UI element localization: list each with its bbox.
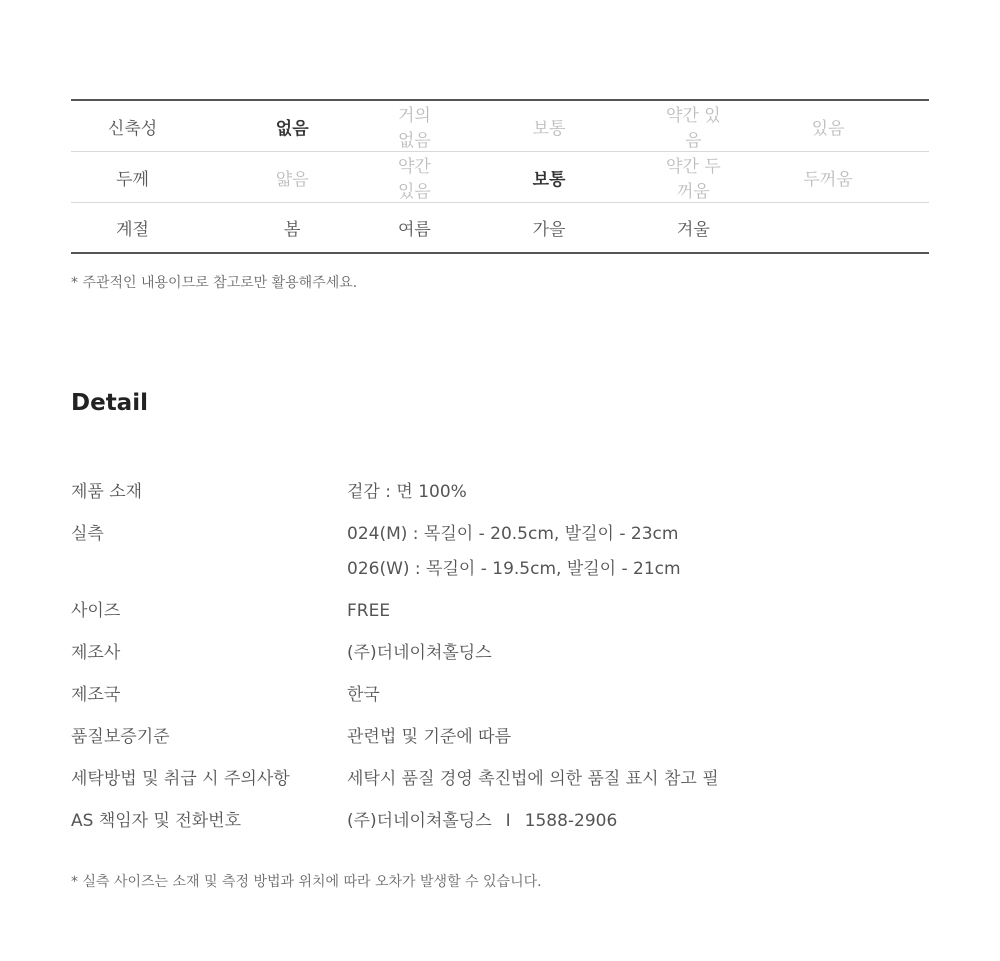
detail-row-washing	[71, 765, 929, 793]
detail-key: 제조사	[71, 643, 121, 663]
detail-value	[347, 807, 929, 835]
detail-key: 세탁방법 및 취급 시 주의사항	[71, 769, 290, 789]
detail-row-as-contact	[71, 807, 929, 835]
attribute-option: 겨울	[676, 220, 710, 240]
attribute-label: 두께	[116, 169, 149, 190]
detail-key: 실측	[71, 524, 104, 544]
detail-value-line: 겉감 : 면 100%	[347, 482, 467, 502]
attribute-option: 봄	[284, 220, 301, 240]
detail-list	[71, 478, 929, 849]
detail-value-line: FREE	[347, 601, 391, 621]
detail-value	[347, 765, 929, 793]
attribute-option: 여름	[397, 220, 431, 240]
attribute-option: 얇음	[275, 169, 309, 190]
detail-value-line: 026(W) : 목길이 - 19.5cm, 발길이 - 21cm	[347, 559, 681, 579]
detail-value	[347, 639, 929, 667]
detail-value	[347, 478, 929, 506]
as-company: (주)더네이쳐홀딩스	[347, 811, 492, 831]
detail-row-quality	[71, 723, 929, 751]
detail-row-manufacturer	[71, 639, 929, 667]
attribute-option: 보통	[532, 118, 566, 139]
attribute-option: 거의 없음	[397, 106, 431, 151]
attribute-option: 두꺼움	[803, 169, 853, 190]
detail-key: 제조국	[71, 685, 121, 705]
detail-row-measurement	[71, 520, 929, 583]
detail-value	[347, 520, 929, 583]
detail-value-line: 한국	[347, 685, 380, 705]
detail-key: 제품 소재	[71, 482, 143, 502]
detail-row-material	[71, 478, 929, 506]
attribute-option: 약간 두꺼움	[666, 157, 721, 202]
detail-value	[347, 681, 929, 709]
attribute-option: 약간 있음	[666, 106, 721, 151]
detail-key: 품질보증기준	[71, 727, 170, 747]
separator: I	[505, 811, 511, 831]
attribute-label: 계절	[116, 220, 149, 240]
attribute-label: 신축성	[107, 118, 158, 139]
detail-row-size	[71, 597, 929, 625]
attribute-note: * 주관적인 내용이므로 참고로만 활용해주세요.	[71, 275, 358, 291]
attribute-table	[71, 99, 929, 254]
attribute-option: 있음	[811, 118, 845, 139]
attribute-option: 약간 있음	[397, 157, 431, 202]
detail-value	[347, 597, 929, 625]
detail-value-line	[347, 807, 929, 835]
detail-key: 사이즈	[71, 601, 121, 621]
attribute-option: 보통	[532, 169, 566, 190]
attribute-option: 없음	[275, 118, 309, 139]
attribute-option: 가을	[532, 220, 566, 240]
detail-value-line: 024(M) : 목길이 - 20.5cm, 발길이 - 23cm	[347, 524, 679, 544]
attribute-row-season	[71, 203, 929, 252]
attribute-row-stretch	[71, 101, 929, 152]
detail-key: AS 책임자 및 전화번호	[71, 811, 242, 831]
detail-value-line: 세탁시 품질 경영 촉진법에 의한 품질 표시 참고 필	[347, 769, 719, 789]
detail-value-line: 관련법 및 기준에 따름	[347, 727, 512, 747]
detail-value	[347, 723, 929, 751]
as-phone: 1588-2906	[524, 811, 618, 831]
attribute-row-thickness	[71, 152, 929, 203]
detail-row-country	[71, 681, 929, 709]
detail-value-line: (주)더네이쳐홀딩스	[347, 643, 492, 663]
detail-note: * 실측 사이즈는 소재 및 측정 방법과 위치에 따라 오차가 발생할 수 있습니다.	[71, 874, 542, 890]
detail-title: Detail	[71, 390, 148, 416]
